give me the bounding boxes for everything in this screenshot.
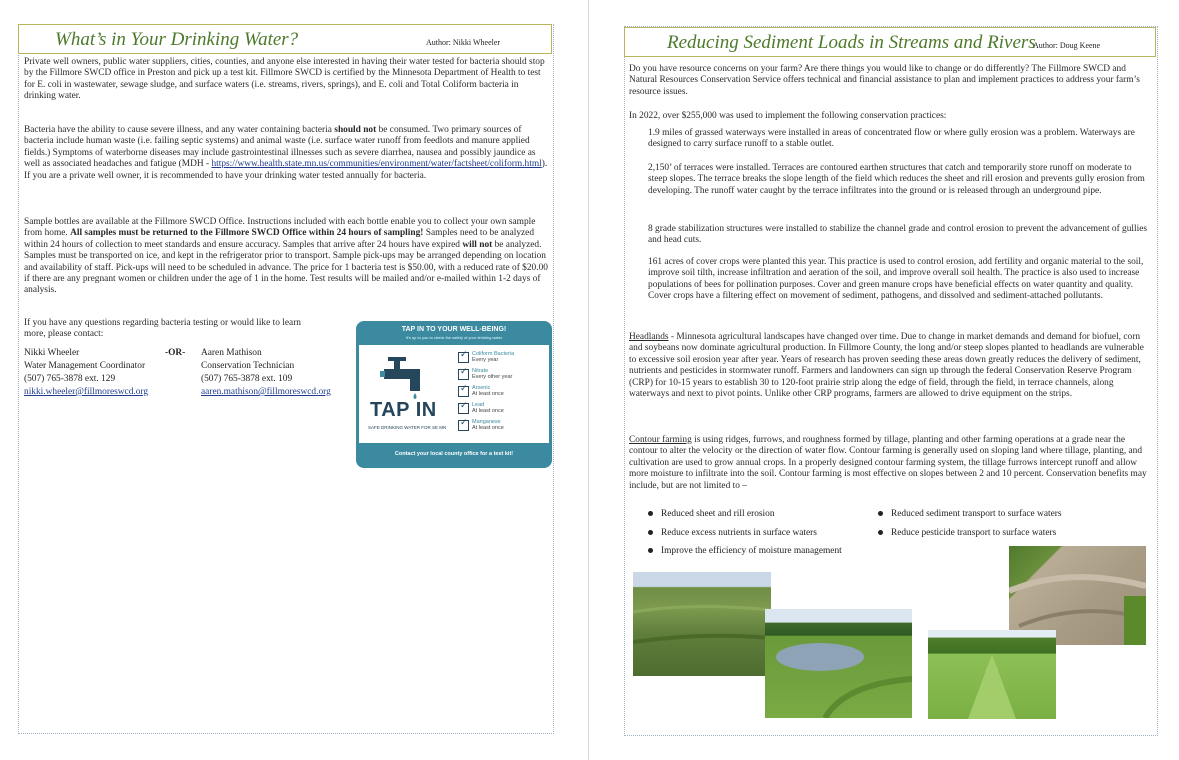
bullet-icon (648, 548, 653, 553)
tap-in-subline: It’s up to you to check the safety of your drinking water (405, 335, 503, 340)
photo-pond (765, 609, 912, 718)
benefit-text: Reduce pesticide transport to surface waters (891, 528, 1057, 538)
practice-item: 161 acres of cover crops were planted this year. This practice is used to control erosion, add fertility and organic material to the soil, improve soil tilth, increase infiltration and aeration of the soil, and improve overall soil health. The practice is also used to increase populations of bees for pollination purposes. Cover and green manure crops have beneficial effects on water quantity and quality. Cover crops have a filtering effect on movement of sediment, pathogens, and dissolved and sediment-attached pollutants. (648, 257, 1144, 302)
headlands-paragraph (629, 332, 1148, 400)
p2-text-d: ). If you are a private well owner, it is recommended to have your drinking water tested annually for bacteria. (24, 159, 548, 181)
test-name: Manganese (472, 419, 501, 425)
benefit-item (648, 546, 842, 556)
checkmark-icon: ✓ (460, 417, 468, 427)
test-frequency: At least once (472, 425, 504, 431)
bullet-icon (648, 530, 653, 535)
page-divider (588, 0, 589, 760)
benefit-text: Improve the efficiency of moisture management (661, 546, 842, 556)
tap-in-tagline: SAFE DRINKING WATER FOR SE MN (368, 425, 447, 430)
p3-text-c: Samples need to be analyzed within 24 hours of collection to meet standards and ensure accuracy. Samples that arrive after 24 hours have expired (24, 228, 535, 250)
test-name: Coliform Bacteria (472, 351, 515, 357)
contact-1-email-link[interactable]: nikki.wheeler@fillmoreswcd.org (24, 387, 149, 397)
left-paragraph-1: Private well owners, public water suppliers, cities, counties, and anyone else interested in having their water tested for bacteria should stop by the Fillmore SWCD office in Preston and pick up a test kit. Fillmore SWCD is certified by the Minnesota Department of Health to test for E. coli in wastewater, sewage sludge, and surface waters (i.e. streams, rivers, springs), and E. coli and Total Coliform bacteria in drinking water. (24, 57, 545, 102)
p3-bold-will-not: will not (462, 239, 493, 250)
practice-item: 8 grade stabilization structures were installed to stabilize the channel grade and control erosion to prevent the advancement of gullies and head cuts. (648, 224, 1148, 246)
benefit-text: Reduced sheet and rill erosion (661, 509, 775, 519)
contact-1-role: Water Management Coordinator (24, 361, 146, 371)
benefit-item (648, 509, 775, 519)
right-article-author: Author: Doug Keene (1033, 41, 1101, 50)
test-frequency: Every year (472, 357, 499, 363)
p2-bold: should not (334, 125, 377, 135)
tap-in-logo: TAP IN (370, 399, 437, 421)
headlands-text: - Minnesota agricultural landscapes have changed over time. Due to change in market demands and demand for biofuel, corn and soybeans now dominate agricultural production. In Fillmore County, the long and/or steep slopes planted to headlands are vulnerable to excessive soil erosion year after year. Years of research has proven seeding these areas down greatly reduces the delivery of sediment, nutrients and pesticides in stormwater runoff. Farmers and landowners can sign up through the federal Conservation Reserve Program (CRP) for 10-15 years to establish 30 to 120-foot prairie strip along the edge of field, through the field, in terrace channels, along waterways and next to pivot points. Unlike other CRP programs, farmers are allowed to drive equipment on the strips. (629, 332, 1144, 400)
practice-item: 2,150’ of terraces were installed. Terraces are contoured earthen structures that catch and temporarily store runoff on moderate to steep slopes. The terrace breaks the slope length of the field which reduces the sheet and rill erosion and prevents gully erosion from developing. The runoff water caught by the terrace infiltrates into the ground or is released through an underground pipe. (648, 163, 1145, 196)
contact-card-1 (24, 347, 148, 399)
contact-2-role: Conservation Technician (201, 361, 295, 371)
photo-pond-shape (765, 609, 912, 718)
contour-label: Contour farming (629, 435, 692, 445)
faucet-icon (380, 355, 440, 399)
test-name: Lead (472, 402, 485, 408)
bullet-icon (878, 511, 883, 516)
left-article-title: What’s in Your Drinking Water? (55, 29, 299, 50)
left-paragraph-3 (24, 217, 550, 297)
practice-item: 1.9 miles of grassed waterways were installed in areas of concentrated flow or where gully erosion was a problem. Waterways are designed to carry surface runoff to a stable outlet. (648, 128, 1135, 150)
test-frequency: Every other year (472, 374, 513, 380)
p3-text-e: be analyzed. Samples must be transported on ice, and kept in the refrigerator prior to transport. Sample pick-ups may be arranged depending on location and availability of staff. Pick-ups will need to be scheduled in advance. The price for 1 bacteria test is $50.00, with a reduced rate of $20.00 if there are any pregnant women or children under the age of 1 in the home. Test results will be mailed and/or e-mailed within 1-2 days of analysis. (24, 239, 548, 296)
checkmark-icon: ✓ (460, 366, 468, 376)
contact-2-name: Aaren Mathison (201, 348, 262, 358)
p3-bold-deadline: All samples must be returned to the Fillmore SWCD Office within 24 hours of sampling! (70, 228, 424, 239)
photo-grass-strip (928, 630, 1056, 719)
bullet-icon (648, 511, 653, 516)
photo-grassed-waterway (633, 572, 771, 676)
test-frequency: At least once (472, 391, 504, 397)
tap-in-headline: TAP IN TO YOUR WELL-BEING! (401, 326, 507, 333)
right-paragraph-1: Do you have resource concerns on your farm? Are there things you would like to change or do differently? The Fillmore SWCD and Natural Resources Conservation Service offers technical and financial assistance to plan and implement practices to address your farm’s resource issues. (629, 64, 1140, 97)
right-article-title: Reducing Sediment Loads in Streams and Rivers (667, 32, 1036, 53)
contact-2-email-link[interactable]: aaren.mathison@fillmoreswcd.org (201, 387, 331, 397)
benefit-item (878, 528, 1056, 538)
checkmark-icon: ✓ (460, 400, 468, 410)
photo-field-texture (633, 572, 771, 676)
p2-text-a: Bacteria have the ability to cause severe illness, and any water containing bacteria (24, 125, 335, 135)
checkmark-icon: ✓ (460, 383, 468, 393)
left-article-author: Author: Nikki Wheeler (426, 38, 501, 47)
contact-or-separator: -OR- (165, 348, 186, 358)
checkmark-icon: ✓ (460, 349, 468, 359)
p3-text-a: Sample bottles are available at the Fillmore SWCD Office. Instructions included with each bottle enable you to collect your own sample from home. (24, 217, 536, 239)
bullet-icon (878, 530, 883, 535)
right-paragraph-2: In 2022, over $255,000 was used to implement the following conservation practices: (629, 111, 947, 121)
contact-2-phone: (507) 765-3878 ext. 109 (201, 374, 293, 384)
benefit-text: Reduce excess nutrients in surface waters (661, 528, 817, 538)
left-paragraph-2 (24, 125, 550, 182)
contour-text: is using ridges, furrows, and roughness formed by tillage, planting and other farming operations at a grade near the contour to alter the velocity or the direction of water flow. Contour farming is generally used on sloping land where tillage, planting, and cultivation are used to grow annual crops. In a properly designed contour farming system, the tillage furrows intercept runoff and allow more moisture to infiltrate into the soil. Contour farming is most effective on slopes between 2 and 10 percent. Conservation benefits may include, but are not limited to – (629, 435, 1147, 491)
benefit-item (648, 528, 817, 538)
left-paragraph-4: If you have any questions regarding bacteria testing or would like to learn more, please contact: (24, 318, 301, 340)
test-name: Nitrate (472, 368, 489, 374)
contour-paragraph (629, 435, 1148, 492)
photo-strip-texture (928, 630, 1056, 719)
test-name: Arsenic (472, 385, 491, 391)
benefit-text: Reduced sediment transport to surface waters (891, 509, 1062, 519)
benefit-item (878, 509, 1062, 519)
contact-1-phone: (507) 765-3878 ext. 129 (24, 374, 116, 384)
headlands-label: Headlands (629, 332, 669, 342)
mdh-link[interactable]: https://www.health.state.mn.us/communities/environment/water/factsheet/coliform.html (211, 159, 542, 170)
p2-text-c: be consumed. Two primary sources of bacteria include human waste (i.e. failing septic systems) and animal waste (i.e. surface water runoff from feedlots and manure applied fields.) Symptoms of waterborne diseases may include gastrointestinal illnesses such as severe diarrhea, nausea and possibly jaundice as well as associated headaches and fatigue (MDH - (24, 125, 536, 170)
tap-in-footer: Contact your local county office for a test kit! (394, 451, 514, 457)
contact-1-name: Nikki Wheeler (24, 348, 80, 358)
tap-in-card (356, 321, 552, 468)
contact-card-2 (201, 347, 331, 399)
test-frequency: At least once (472, 408, 504, 414)
